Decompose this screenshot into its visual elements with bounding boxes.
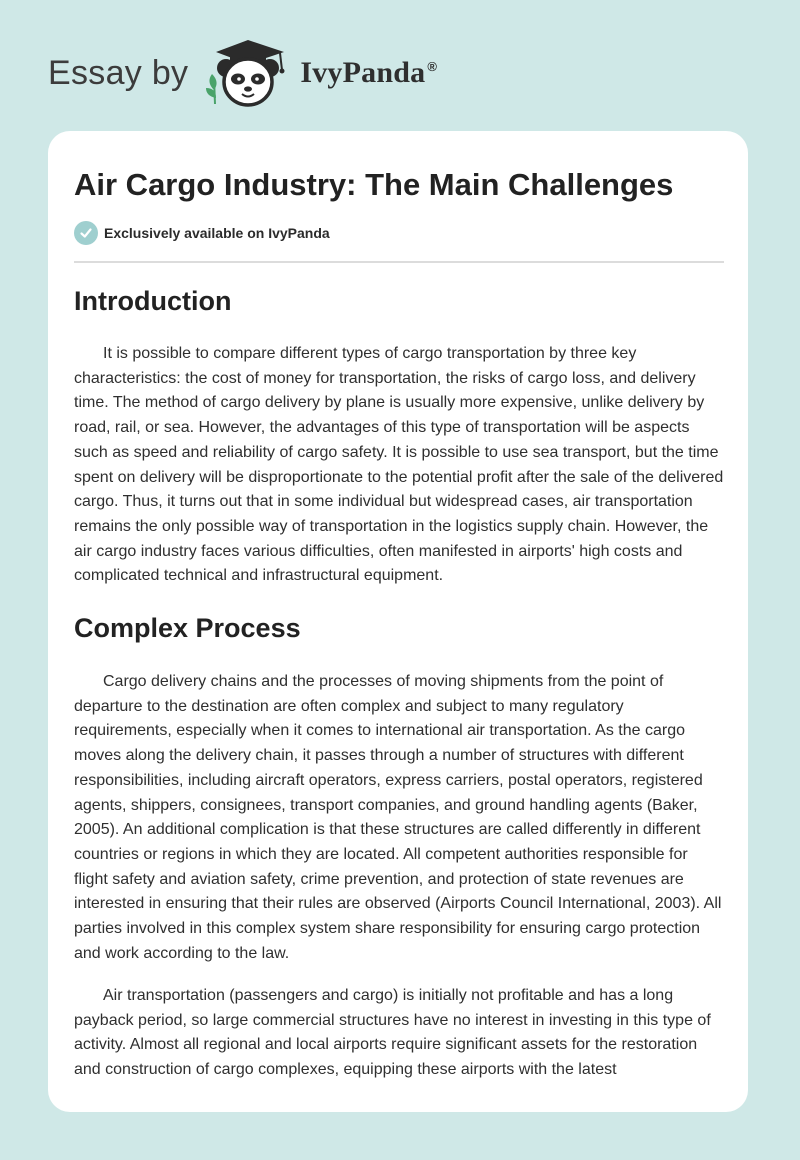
- title-divider: [74, 261, 724, 263]
- paragraph: Air transportation (passengers and cargo) is initially not profitable and has a long payback period, so large commercial structures have no interest in investing in this type of activity. Almost all regional and local airports require significant assets for the restoration and construction of cargo complexes, equipping these airports with the latest: [74, 987, 711, 1079]
- site-header: [48, 38, 437, 108]
- brand-name[interactable]: IvyPanda ®: [300, 56, 438, 89]
- paragraph: Cargo delivery chains and the processes of moving shipments from the point of departure to the destination are often complex and subject to many regulatory requirements, especially when it comes to international air transportation. As the cargo moves along the delivery chain, it passes through a number of structures with different responsibilities, including aircraft operators, express carriers, postal operators, registered agents, shippers, consignees, transport companies, and ground handling agents (Baker, 2005). An additional complication is that these structures are called differently in different countries or regions in which they are located. All competent authorities responsible for flight safety and aviation safety, crime prevention, and protection of state revenues are interested in ensuring that their rules are observed (Airports Council International, 2003). All parties involved in this complex system share responsibility for ensuring cargo protection and work according to the law.: [74, 673, 722, 962]
- paragraph: It is possible to compare different types of cargo transportation by three key characteristics: the cost of money for transportation, the risks of cargo loss, and delivery time. The method of cargo delivery by plane is usually more expensive, unlike delivery by road, rail, or sea. However, the advantages of this type of transportation will be aspects such as speed and reliability of cargo safety. It is possible to use sea transport, but the time spent on delivery will be disproportionate to the potential profit after the sale of the delivered cargo. Thus, it turns out that in some individual but widespread cases, air transportation remains the only possible way of transportation in the logistics supply chain. However, the air cargo industry faces various difficulties, often manifested in airports' high costs and complicated technical and infrastructural equipment.: [74, 345, 724, 585]
- section-heading-complex-process: Complex Process: [74, 613, 301, 643]
- essay-by-label: Essay by: [48, 53, 189, 92]
- section-heading-introduction: Introduction: [74, 286, 232, 316]
- exclusive-label: Exclusively available on IvyPanda: [104, 225, 330, 241]
- checkmark-icon: [74, 221, 98, 245]
- registered-mark: ®: [427, 59, 438, 74]
- panda-graduate-logo-icon[interactable]: [202, 38, 294, 108]
- essay-card: [48, 131, 748, 1112]
- page-title: Air Cargo Industry: The Main Challenges: [74, 167, 674, 202]
- exclusive-badge: [74, 221, 330, 245]
